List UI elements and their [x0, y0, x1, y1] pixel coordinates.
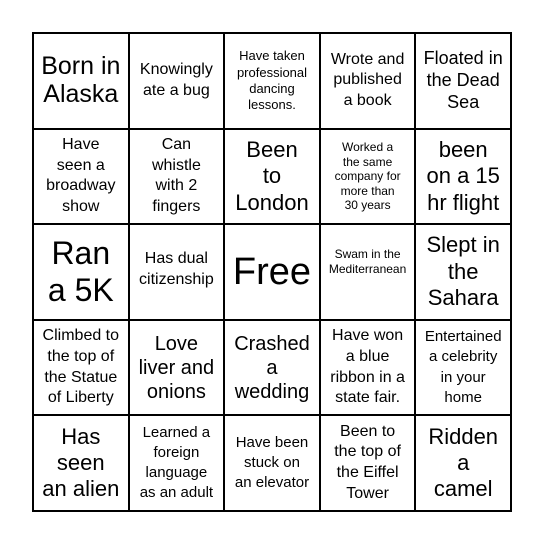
bingo-cell-r1c5[interactable]: Floated in the Dead Sea	[416, 34, 512, 130]
bingo-cell-free[interactable]: Free	[225, 225, 321, 321]
bingo-cell-r5c2[interactable]: Learned a foreign language as an adult	[130, 416, 226, 512]
bingo-cell-r5c3[interactable]: Have been stuck on an elevator	[225, 416, 321, 512]
bingo-cell-r3c2[interactable]: Has dual citizenship	[130, 225, 226, 321]
bingo-cell-r3c4[interactable]: Swam in the Mediterranean	[321, 225, 417, 321]
bingo-cell-r3c5[interactable]: Slept in the Sahara	[416, 225, 512, 321]
bingo-cell-r2c3[interactable]: Been to London	[225, 130, 321, 226]
bingo-cell-r4c1[interactable]: Climbed to the top of the Statue of Liberty	[34, 321, 130, 417]
bingo-cell-r4c4[interactable]: Have won a blue ribbon in a state fair.	[321, 321, 417, 417]
bingo-cell-r1c2[interactable]: Knowingly ate a bug	[130, 34, 226, 130]
bingo-cell-r3c1[interactable]: Ran a 5K	[34, 225, 130, 321]
bingo-board	[32, 32, 512, 512]
bingo-cell-r5c5[interactable]: Ridden a camel	[416, 416, 512, 512]
bingo-cell-r4c3[interactable]: Crashed a wedding	[225, 321, 321, 417]
bingo-cell-r5c4[interactable]: Been to the top of the Eiffel Tower	[321, 416, 417, 512]
bingo-cell-r1c3[interactable]: Have taken professional dancing lessons.	[225, 34, 321, 130]
bingo-cell-r1c4[interactable]: Wrote and published a book	[321, 34, 417, 130]
bingo-cell-r2c5[interactable]: been on a 15 hr flight	[416, 130, 512, 226]
bingo-cell-r4c2[interactable]: Love liver and onions	[130, 321, 226, 417]
bingo-cell-r5c1[interactable]: Has seen an alien	[34, 416, 130, 512]
bingo-cell-r2c4[interactable]: Worked a the same company for more than 30 years	[321, 130, 417, 226]
bingo-cell-r2c2[interactable]: Can whistle with 2 fingers	[130, 130, 226, 226]
bingo-cell-r2c1[interactable]: Have seen a broadway show	[34, 130, 130, 226]
bingo-cell-r1c1[interactable]: Born in Alaska	[34, 34, 130, 130]
bingo-cell-r4c5[interactable]: Entertained a celebrity in your home	[416, 321, 512, 417]
